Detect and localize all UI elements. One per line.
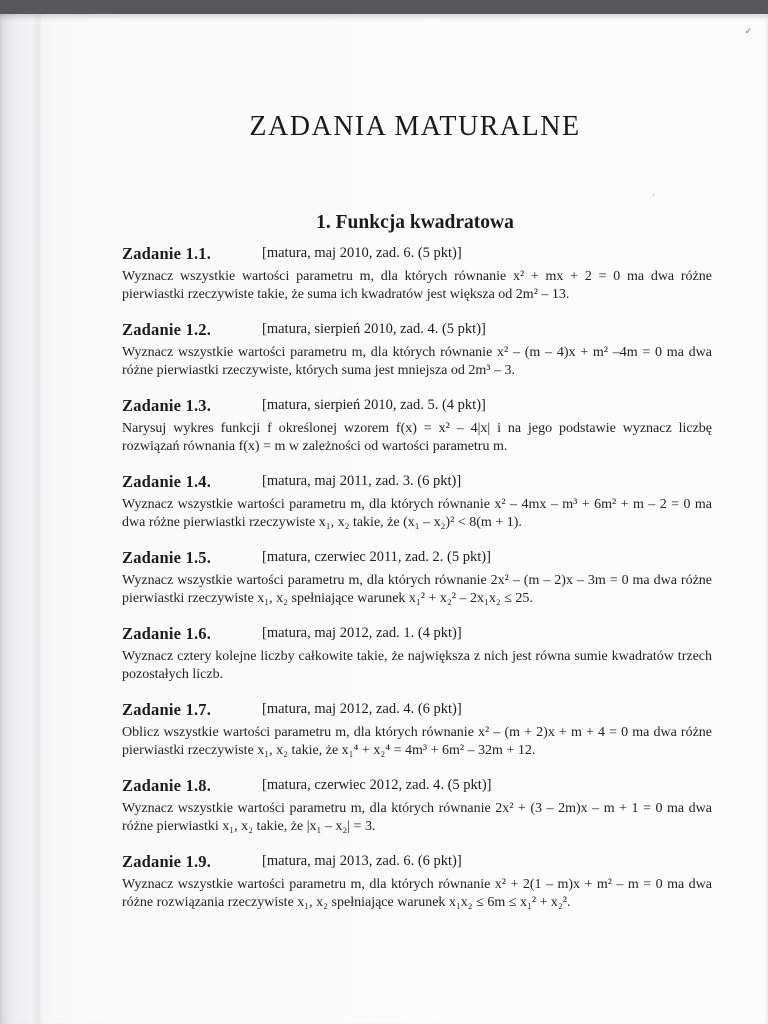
problem-source: [matura, maj 2012, zad. 1. (4 pkt)]	[262, 625, 462, 641]
problem-item	[122, 852, 712, 912]
problem-title: Zadanie 1.8.	[122, 776, 212, 795]
problem-title: Zadanie 1.3.	[122, 396, 212, 415]
problem-source: [matura, maj 2010, zad. 6. (5 pkt)]	[262, 245, 462, 261]
problem-text: Wyznacz wszystkie wartości parametru m, dla których równanie x² – 4mx – m³ + 6m² + m – 2 = 0 ma dwa różne pierwiastki rzeczywiste x₁, x₂ takie, że (x₁ – x₂)² < 8(m + 1).	[122, 497, 712, 530]
problem-source: [matura, maj 2013, zad. 6. (6 pkt)]	[262, 853, 462, 869]
problem-text: Wyznacz cztery kolejne liczby całkowite takie, że największa z nich jest równa sumie kwadratów trzech pozostałych liczb.	[122, 649, 712, 682]
problem-header	[122, 852, 712, 872]
problem-title: Zadanie 1.1.	[122, 244, 212, 263]
problem-source: [matura, czerwiec 2012, zad. 4. (5 pkt)]	[262, 777, 492, 793]
problem-item	[122, 396, 712, 456]
problem-header	[122, 624, 712, 644]
problem-title: Zadanie 1.4.	[122, 472, 212, 491]
document-title: ZADANIA MATURALNE	[249, 110, 581, 142]
problem-source: [matura, maj 2012, zad. 4. (6 pkt)]	[262, 701, 462, 717]
problem-item	[122, 624, 712, 684]
problem-text: Wyznacz wszystkie wartości parametru m, dla których równanie x² + mx + 2 = 0 ma dwa różne pierwiastki rzeczywiste takie, że suma ich kwadratów jest większa od 2m² – 13.	[122, 269, 712, 302]
problem-text: Wyznacz wszystkie wartości parametru m, dla których równanie x² – (m – 4)x + m² –4m = 0 ma dwa różne pierwiastki rzeczywiste, których suma jest mniejsza od 2m³ – 3.	[122, 345, 712, 378]
problem-item	[122, 472, 712, 532]
problem-header	[122, 700, 712, 720]
problem-source: [matura, maj 2011, zad. 3. (6 pkt)]	[262, 473, 462, 489]
problem-text: Wyznacz wszystkie wartości parametru m, dla których równanie x² + 2(1 – m)x + m² – m = 0 ma dwa różne rozwiązania rzeczywiste x₁, x₂ spełniające warunek x₁x₂ ≤ 6m ≤ x₁² + x₂².	[122, 877, 712, 910]
problem-header	[122, 776, 712, 796]
page-binding-shadow	[32, 14, 44, 1024]
problem-item	[122, 776, 712, 836]
problem-text: Oblicz wszystkie wartości parametru m, dla których równanie x² – (m + 2)x + m + 4 = 0 ma dwa różne pierwiastki rzeczywiste x₁, x₂ takie, że x₁⁴ + x₂⁴ = 4m³ + 6m² – 32m + 12.	[122, 725, 712, 758]
section-title: 1. Funkcja kwadratowa	[316, 212, 514, 234]
problem-source: [matura, sierpień 2010, zad. 5. (4 pkt)]	[262, 397, 486, 413]
problem-item	[122, 320, 712, 380]
problem-list	[122, 244, 712, 928]
problem-header	[122, 548, 712, 568]
problem-text: Narysuj wykres funkcji f określonej wzorem f(x) = x² – 4|x| i na jego podstawie wyznacz liczbę rozwiązań równania f(x) = m w zależności od wartości parametru m.	[122, 421, 712, 454]
problem-header	[122, 396, 712, 416]
problem-source: [matura, czerwiec 2011, zad. 2. (5 pkt)]	[262, 549, 491, 565]
problem-header	[122, 320, 712, 340]
problem-item	[122, 700, 712, 760]
problem-item	[122, 244, 712, 304]
problem-header	[122, 244, 712, 264]
problem-title: Zadanie 1.6.	[122, 624, 212, 643]
problem-text: Wyznacz wszystkie wartości parametru m, dla których równanie 2x² + (3 – 2m)x – m + 1 = 0 ma dwa różne pierwiastki x₁, x₂ takie, że |x₁ – x₂| = 3.	[122, 801, 712, 834]
problem-text: Wyznacz wszystkie wartości parametru m, dla których równanie 2x² – (m – 2)x – 3m = 0 ma dwa różne pierwiastki rzeczywiste x₁, x₂ spełniające warunek x₁² + x₂² – 2x₁x₂ ≤ 25.	[122, 573, 712, 606]
problem-header	[122, 472, 712, 492]
problem-title: Zadanie 1.9.	[122, 852, 212, 871]
problem-title: Zadanie 1.7.	[122, 700, 212, 719]
problem-title: Zadanie 1.2.	[122, 320, 212, 339]
problem-title: Zadanie 1.5.	[122, 548, 212, 567]
problem-item	[122, 548, 712, 608]
problem-source: [matura, sierpień 2010, zad. 4. (5 pkt)]	[262, 321, 486, 337]
scan-speck: ✓	[744, 26, 752, 36]
scan-speck: ·	[652, 190, 655, 200]
